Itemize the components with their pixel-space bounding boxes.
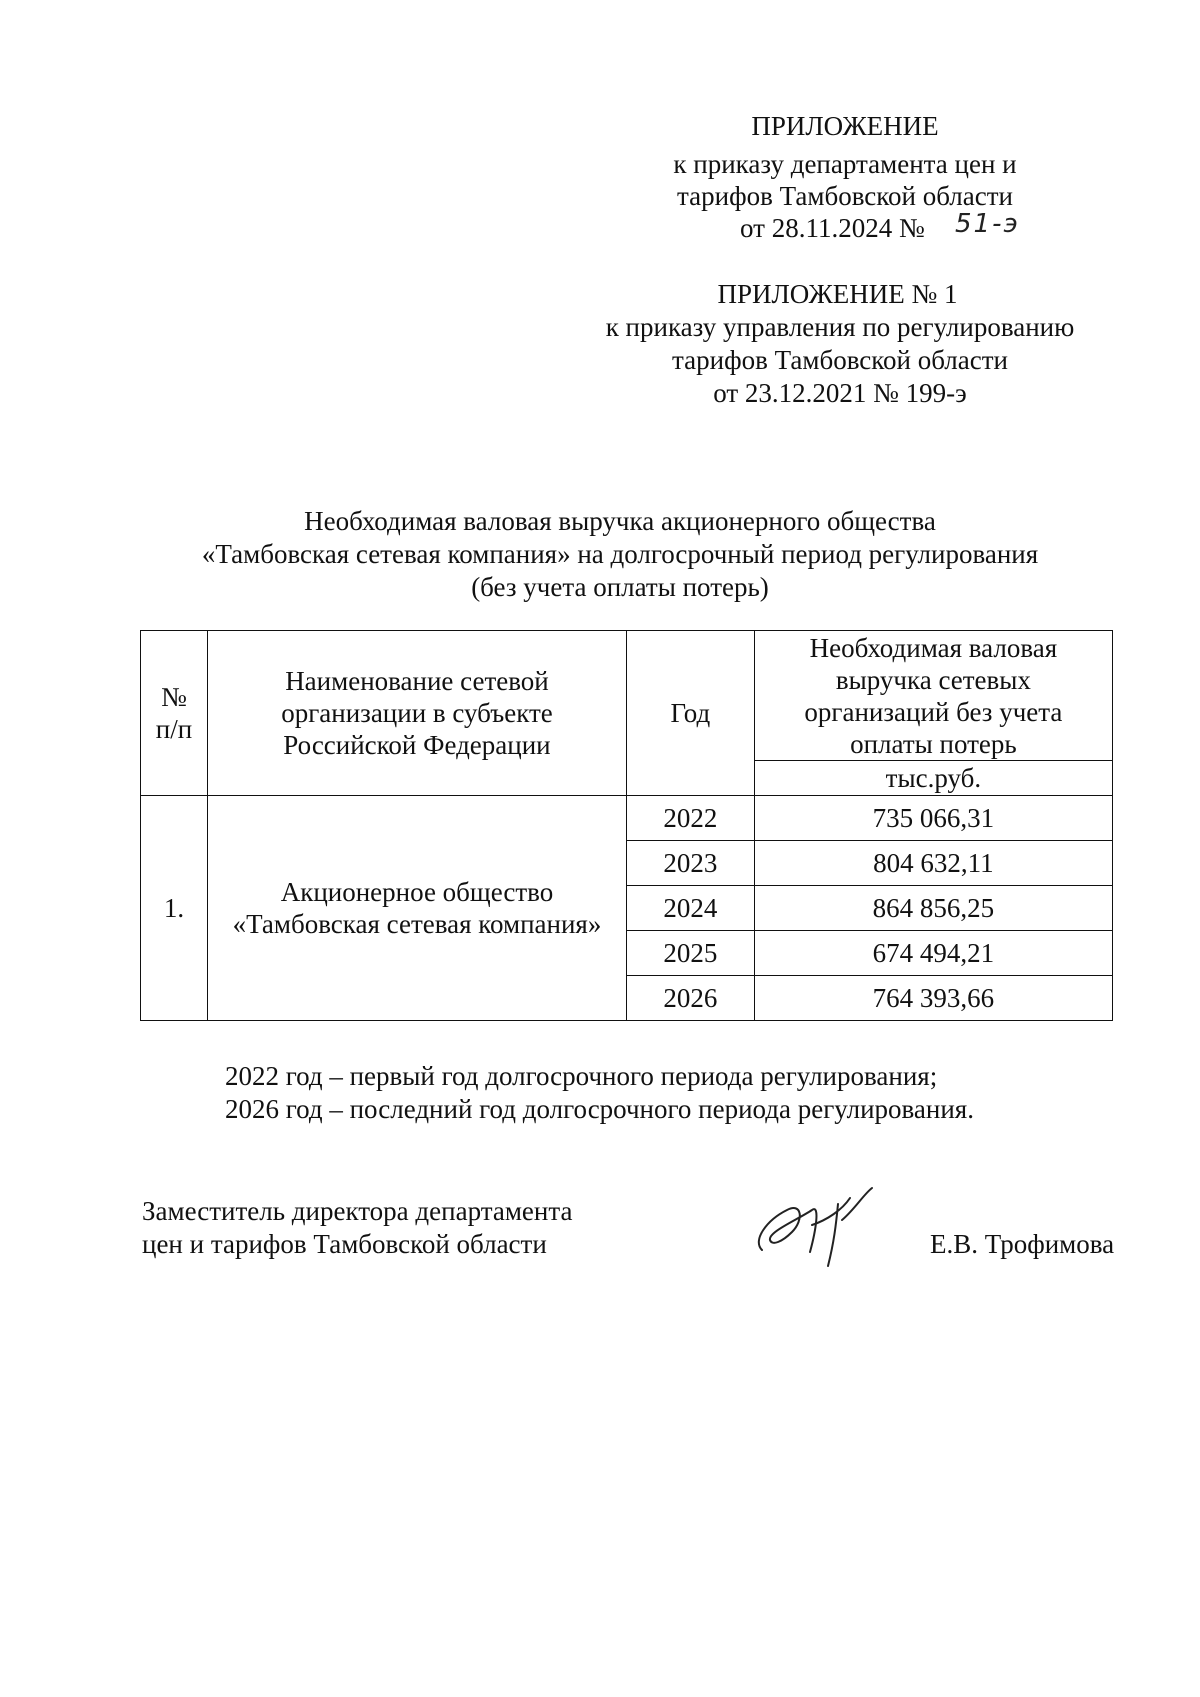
value-cell: 864 856,25 bbox=[754, 886, 1112, 931]
appendix-1-title: ПРИЛОЖЕНИЕ № 1 bbox=[717, 279, 958, 309]
signatory-name: Е.В. Трофимова bbox=[930, 1229, 1115, 1259]
note-first-year: 2022 год – первый год долгосрочного периода регулирования; bbox=[225, 1061, 938, 1091]
document-title-line-3: (без учета оплаты потерь) bbox=[471, 572, 769, 602]
handwritten-signature bbox=[742, 1180, 892, 1270]
appendix-1-line-2: тарифов Тамбовской области bbox=[672, 345, 1008, 375]
header-revenue: Необходимая валовая выручка сетевых организаций без учета оплаты потерь bbox=[754, 631, 1112, 761]
header-org-name: Наименование сетевой организации в субъекте Российской Федерации bbox=[207, 631, 626, 796]
table-header-row bbox=[141, 631, 1113, 761]
table-row bbox=[141, 796, 1113, 841]
document-title-line-2: «Тамбовская сетевая компания» на долгосрочный период регулирования bbox=[201, 539, 1039, 569]
note-last-year: 2026 год – последний год долгосрочного периода регулирования. bbox=[225, 1094, 974, 1124]
document-title-line-1: Необходимая валовая выручка акционерного общества bbox=[304, 506, 936, 536]
value-cell: 674 494,21 bbox=[754, 931, 1112, 976]
row-number: 1. bbox=[141, 796, 208, 1021]
header-unit: тыс.руб. bbox=[754, 761, 1112, 796]
value-cell: 804 632,11 bbox=[754, 841, 1112, 886]
appendix-title: ПРИЛОЖЕНИЕ bbox=[751, 111, 939, 141]
header-num: № п/п bbox=[141, 631, 208, 796]
appendix-line-1: к приказу департамента цен и bbox=[673, 149, 1017, 179]
year-cell: 2026 bbox=[626, 976, 754, 1021]
org-name: Акционерное общество «Тамбовская сетевая компания» bbox=[207, 796, 626, 1021]
handwritten-order-number: 51-э bbox=[955, 209, 1020, 239]
appendix-1-line-1: к приказу управления по регулированию bbox=[605, 312, 1075, 342]
year-cell: 2022 bbox=[626, 796, 754, 841]
signatory-position-line-2: цен и тарифов Тамбовской области bbox=[142, 1229, 547, 1259]
revenue-table bbox=[140, 630, 1113, 1021]
signatory-position-line-1: Заместитель директора департамента bbox=[142, 1196, 573, 1226]
value-cell: 735 066,31 bbox=[754, 796, 1112, 841]
header-year: Год bbox=[626, 631, 754, 796]
year-cell: 2023 bbox=[626, 841, 754, 886]
appendix-order-date: от 28.11.2024 № bbox=[740, 213, 925, 243]
appendix-line-2: тарифов Тамбовской области bbox=[677, 181, 1013, 211]
year-cell: 2025 bbox=[626, 931, 754, 976]
value-cell: 764 393,66 bbox=[754, 976, 1112, 1021]
appendix-1-line-3: от 23.12.2021 № 199-э bbox=[713, 378, 967, 408]
year-cell: 2024 bbox=[626, 886, 754, 931]
